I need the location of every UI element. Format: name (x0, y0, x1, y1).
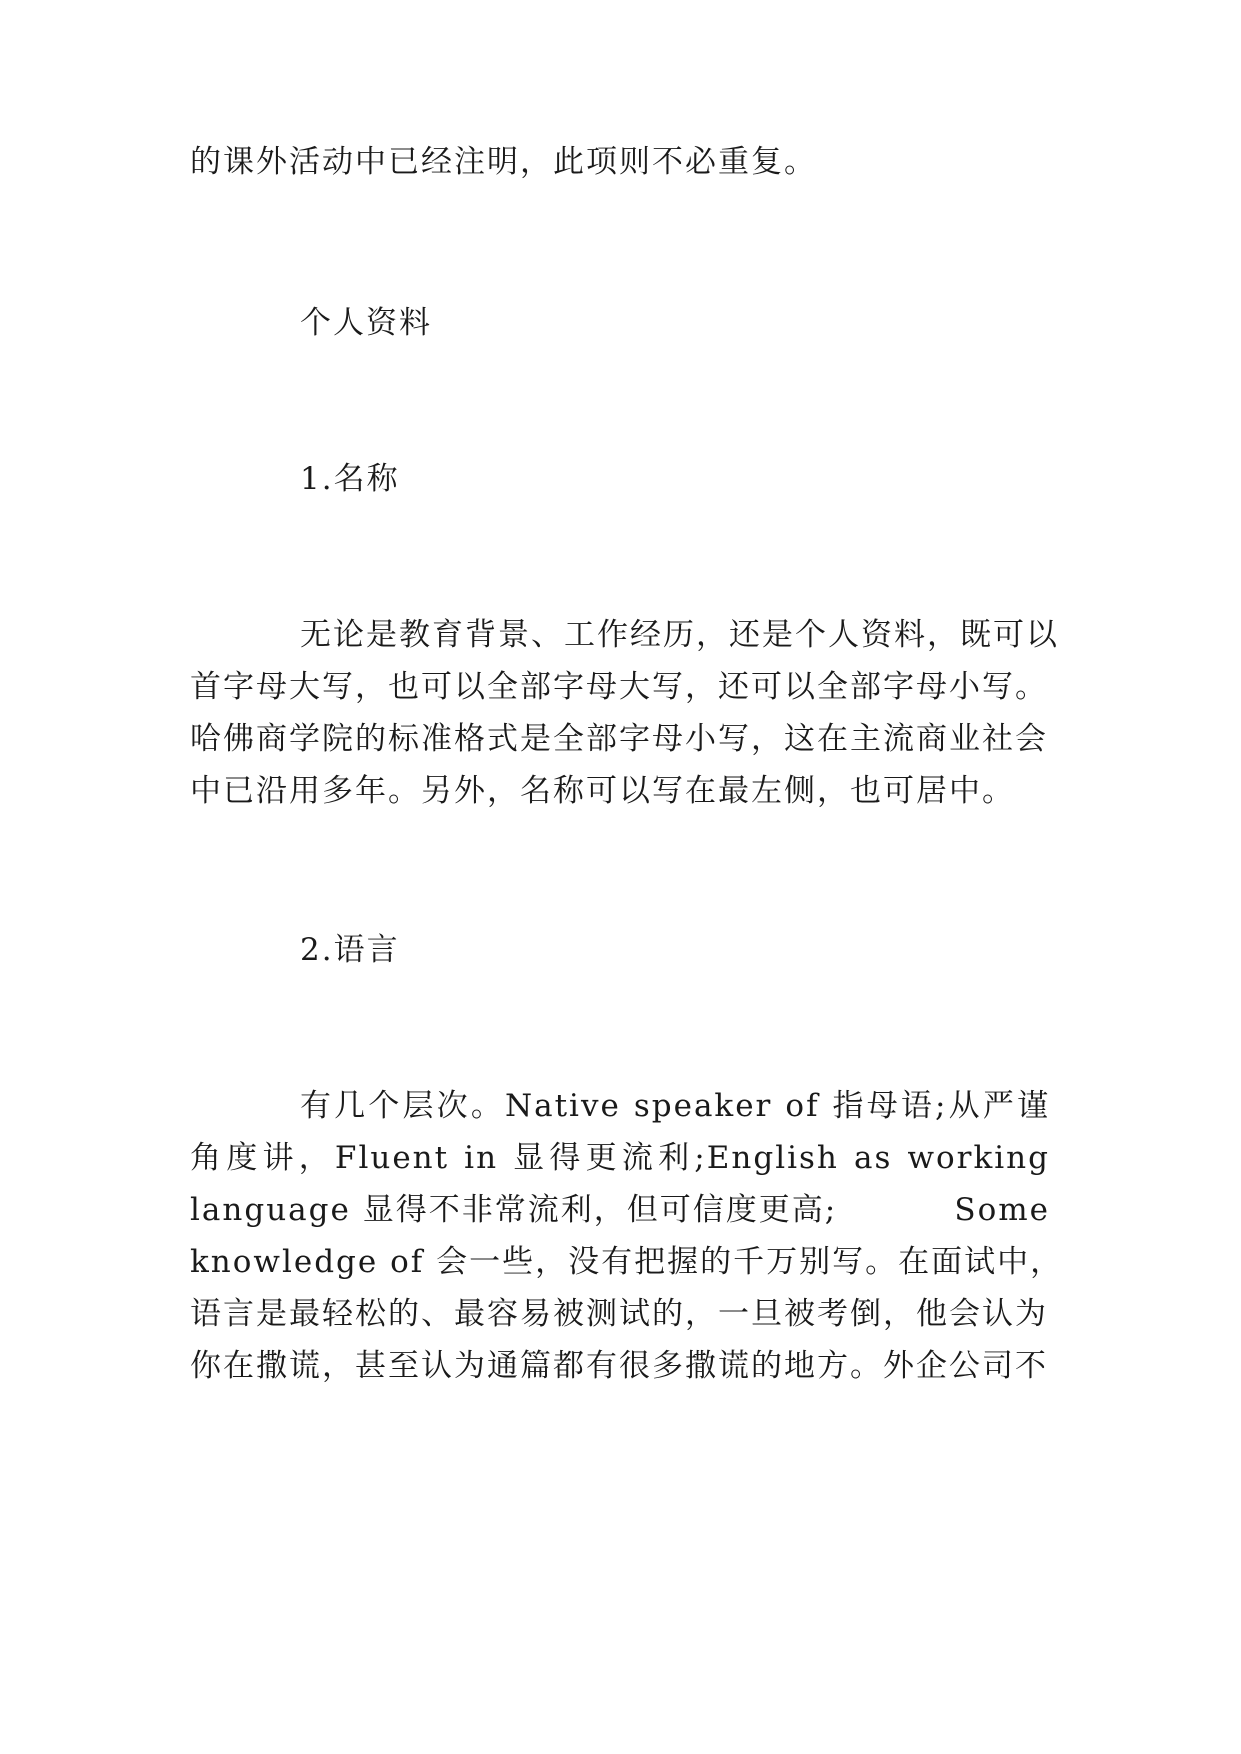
paragraph-line: 无论是教育背景、工作经历，还是个人资料，既可以 (300, 617, 1059, 653)
paragraph-line-end: Some (954, 1192, 1050, 1228)
section-heading-personal-info: 个人资料 (300, 305, 432, 341)
paragraph-line: knowledge of 会一些，没有把握的千万别写。在面试中， (190, 1244, 1064, 1280)
paragraph-line: 哈佛商学院的标准格式是全部字母小写，这在主流商业社会 (190, 721, 1048, 757)
paragraph-line: 有几个层次。Native speaker of 指母语;从严谨 (300, 1088, 1050, 1124)
paragraph-line: 角度讲，Fluent in 显得更流利;English as working (190, 1140, 1050, 1176)
paragraph-line: language 显得不非常流利，但可信度更高; (190, 1192, 838, 1228)
paragraph-line: 中已沿用多年。另外，名称可以写在最左侧，也可居中。 (190, 773, 1015, 809)
subheading-name: 1.名称 (300, 461, 400, 497)
paragraph-line: 语言是最轻松的、最容易被测试的，一旦被考倒，他会认为 (190, 1296, 1048, 1332)
subheading-language: 2.语言 (300, 932, 400, 968)
paragraph-line: 首字母大写，也可以全部字母大写，还可以全部字母小写。 (190, 669, 1048, 705)
text-line: 的课外活动中已经注明，此项则不必重复。 (190, 144, 817, 180)
paragraph-line: 你在撒谎，甚至认为通篇都有很多撒谎的地方。外企公司不 (190, 1348, 1048, 1384)
